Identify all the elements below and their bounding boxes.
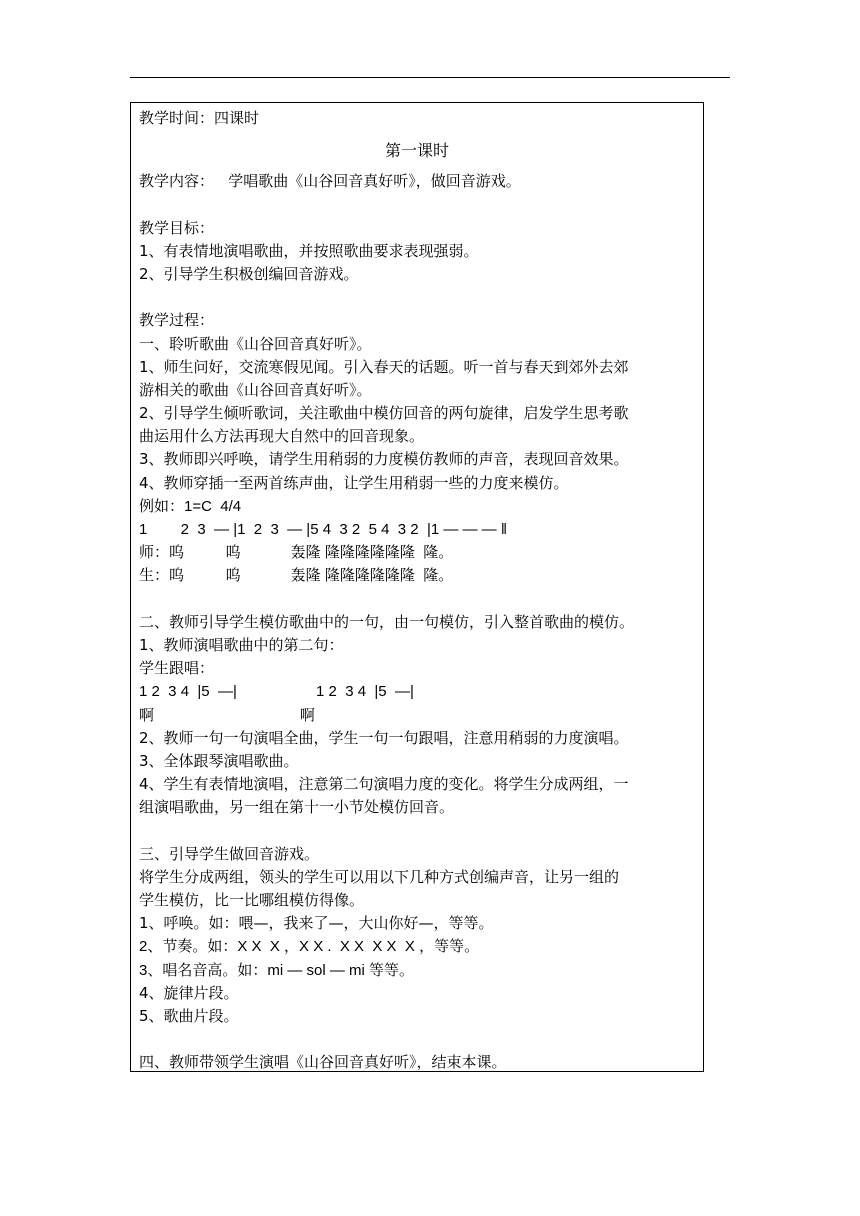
text-line: 教学过程： (139, 311, 215, 330)
music-notation-line: 啊 啊 (139, 706, 315, 724)
text-line: 教学内容： 学唱歌曲《山谷回音真好听》，做回音游戏。 (139, 172, 521, 191)
music-notation-line: 1 2 3 — |1 2 3 — |5 4 3 2 5 4 3 2 |1 — — — ‖ (139, 521, 508, 538)
text-line: 1、教师演唱歌曲中的第二句： (139, 635, 344, 654)
header-rule (130, 77, 730, 78)
blank-line (139, 819, 703, 842)
blank-line (139, 588, 703, 611)
lesson-plan-box (130, 102, 704, 1072)
text-line: 2、引导学生倾听歌词，关注歌曲中模仿回音的两句旋律，启发学生思考歌 (139, 404, 629, 423)
text-line: 2、引导学生积极创编回音游戏。 (139, 264, 359, 283)
text-line: 4、旋律片段。 (139, 983, 239, 1002)
text-line: 二、教师引导学生模仿歌曲中的一句，由一句模仿，引入整首歌曲的模仿。 (139, 612, 635, 631)
text-line: 组演唱歌曲，另一组在第十一小节处模仿回音。 (139, 798, 455, 817)
text-line: 学生模仿，比一比哪组模仿得像。 (139, 891, 365, 909)
text-line: 曲运用什么方法再现大自然中的回音现象。 (139, 427, 425, 446)
text-line: 学生跟唱： (139, 659, 215, 678)
text-line: 将学生分成两组，领头的学生可以用以下几种方式创编声音，让另一组的 (139, 867, 620, 886)
text-line: 4、学生有表情地演唱，注意第二句演唱力度的变化。将学生分成两组，一 (139, 775, 629, 794)
music-notation-line: 1 2 3 4 |5 —| 1 2 3 4 |5 —| (139, 683, 414, 701)
text-line: 教学时间：四课时 (139, 109, 260, 127)
text-line: 2、教师一句一句演唱全曲，学生一句一句跟唱，注意用稍弱的力度演唱。 (139, 728, 629, 747)
music-notation-line: 2、节奏。如：X X X ，X X . X X X X X ，等等。 (139, 938, 480, 956)
text-line: 4、教师穿插一至两首练声曲，让学生用稍弱一些的力度来模仿。 (139, 473, 569, 492)
music-notation-line: 3、唱名音高。如：mi — sol — mi 等等。 (139, 961, 415, 979)
text-line: 三、引导学生做回音游戏。 (139, 844, 320, 863)
text-line: 一、聆听歌曲《山谷回音真好听》。 (139, 334, 372, 353)
music-notation-line: 生：呜 呜 轰隆 隆隆隆隆隆隆 隆。 (139, 567, 454, 585)
text-line: 1、师生问好，交流寒假见闻。引入春天的话题。听一首与春天到郊外去郊 (139, 357, 629, 376)
text-line: 3、全体跟琴演唱歌曲。 (139, 751, 299, 770)
blank-line (139, 286, 703, 309)
music-notation-line: 师：呜 呜 轰隆 隆隆隆隆隆隆 隆。 (139, 544, 454, 562)
text-line: 1、呼唤。如：喂—，我来了—，大山你好—，等等。 (139, 914, 494, 933)
blank-line (139, 193, 703, 216)
text-line: 5、歌曲片段。 (139, 1006, 239, 1025)
text-line: 游相关的歌曲《山谷回音真好听》。 (139, 380, 372, 399)
music-notation-line: 例如：1=C 4/4 (139, 497, 242, 515)
text-line: 3、教师即兴呼唤，请学生用稍弱的力度模仿教师的声音，表现回音效果。 (139, 450, 629, 469)
lesson-title: 第一课时 (384, 141, 449, 161)
text-line: 四、教师带领学生演唱《山谷回音真好听》，结束本课。 (139, 1053, 507, 1072)
blank-line (139, 1028, 703, 1051)
text-line: 1、有表情地演唱歌曲，并按照歌曲要求表现强弱。 (139, 241, 479, 260)
text-line: 教学目标： (139, 218, 215, 237)
